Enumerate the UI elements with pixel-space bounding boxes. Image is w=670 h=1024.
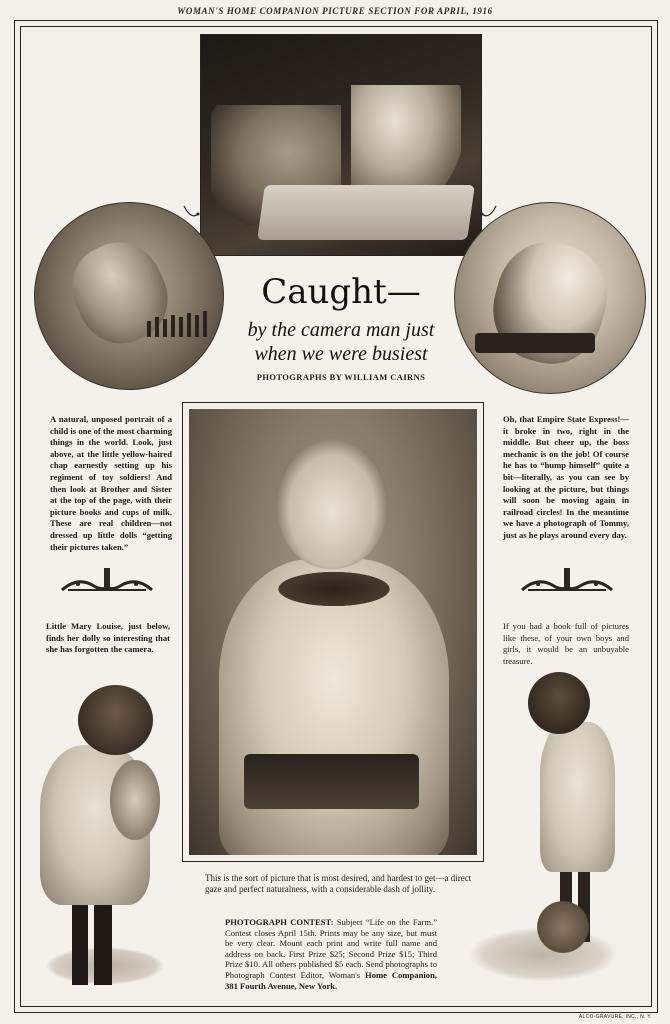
photograph-contest-notice (225, 917, 437, 991)
text-book-of-pictures: If you had a book full of pictures like these, of your own boys and girls, it would be an unbuyable treasure. (503, 621, 629, 666)
photo-figure-boy-bending (481, 231, 618, 375)
photo-brother-and-sister (200, 34, 482, 256)
text-empire-state-express: Oh, that Empire State Express!—it broke in two, right in the middle. But cheer up, the boss mechanic is on the job! Of course he has to “hump himself” quite a bit—literally, as you can see by looking at the picture, but things will soon be moving again in railroad circles! In the meantime we have a photograph of Tommy, just as he plays around every day. (503, 414, 629, 540)
photo-figure-coat (540, 722, 615, 872)
article-title: Caught— (261, 272, 421, 312)
toy-train (475, 333, 595, 353)
ornament-flourish-left (58, 566, 156, 594)
photo-bow-tie (269, 569, 399, 609)
photo-figure-legs (72, 900, 112, 985)
photo-figure-hair (528, 672, 590, 734)
subtitle-line-2: when we were busiest (254, 343, 428, 365)
page-header: WOMAN'S HOME COMPANION PICTURE SECTION FOR APRIL, 1916 (177, 6, 493, 16)
text-mary-louise: Little Mary Louise, just below, finds her dolly so interesting that she has forgotten the camera. (46, 621, 170, 655)
photo-figure-head (277, 439, 387, 569)
photo-boy-with-toy-horse (468, 672, 633, 992)
printer-imprint: ALCO-GRAVURE, INC., N. Y. (578, 1014, 652, 1020)
photo-boy-with-train (454, 202, 646, 394)
photo-boy-with-toy-soldiers (34, 202, 224, 390)
ornament-flourish-right (518, 566, 616, 594)
photo-figure-hair (78, 685, 153, 755)
photo-smiling-boy (189, 409, 477, 855)
article-subtitle (200, 318, 482, 366)
main-photo-frame (182, 402, 484, 862)
text-natural-portrait: A natural, unposed portrait of a child is one of the most charming things in the world. Look, just above, at the little yellow-haired chap earnestly setting up his regiment of toy soldiers! And then look at Brother and Sister at the top of the page, with their picture books and cups of milk. These are real children—not dressed up little dolls “getting their pictures taken.” (50, 414, 172, 552)
contest-publisher-address: Home Companion, 381 Fourth Avenue, New York. (225, 969, 437, 991)
photo-credit: PHOTOGRAPHS BY WILLIAM CAIRNS (256, 372, 426, 382)
photo-doll (110, 760, 160, 840)
photo-mary-louise-with-doll (40, 685, 160, 995)
subtitle-line-1: by the camera man just (247, 319, 435, 341)
photo-toy-horse (533, 897, 593, 957)
contest-lead: PHOTOGRAPH CONTEST: (225, 917, 334, 927)
photo-belt (244, 754, 419, 809)
photo-table (257, 185, 475, 240)
main-photo-caption: This is the sort of picture that is most desired, and hardest to get—a direct gaze and perfect naturalness, with a considerable dash of jollity. (205, 873, 472, 894)
contest-body: Subject “Life on the Farm.” Contest closes April 15th. Prints may be any size, but must be very clear. Mount each print and write full name and address on back. First Prize $25; Second Prize $15; Third Prize $10. All others published $5 each. Send photographs to Photograph Contest Editor, Woman's (225, 917, 438, 980)
